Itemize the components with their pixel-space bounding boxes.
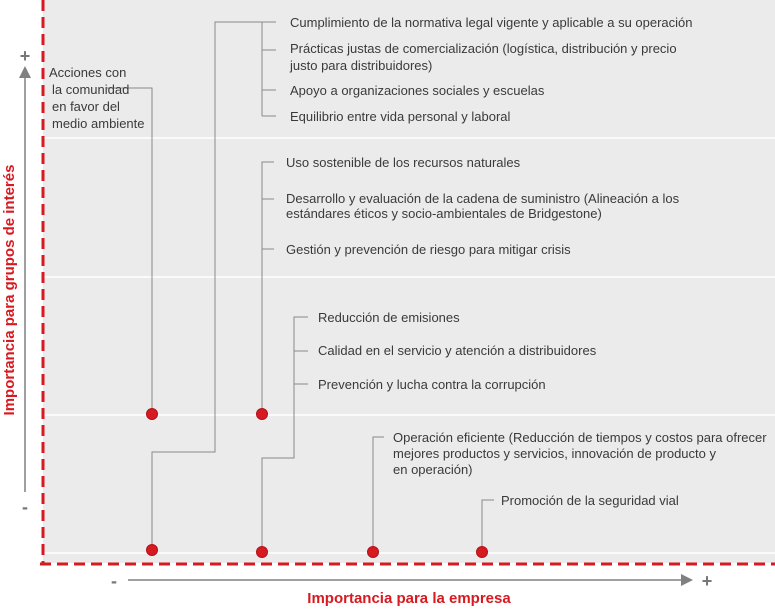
label-g2-1: Cumplimiento de la normativa legal vigente y aplicable a su operación xyxy=(290,15,693,30)
label-g6-1: Promoción de la seguridad vial xyxy=(501,493,679,508)
label-g2-2: Prácticas justas de comercialización (logística, distribución y precio xyxy=(290,41,677,56)
label-g5-1: Operación eficiente (Reducción de tiempos y costos para ofrecer xyxy=(393,430,767,445)
x-axis-min-label: - xyxy=(111,571,117,591)
point-g5 xyxy=(368,547,379,558)
point-g2 xyxy=(147,545,158,556)
label-g4-2: Calidad en el servicio y atención a distribuidores xyxy=(318,343,597,358)
label-g3-3: estándares éticos y socio-ambientales de Bridgestone) xyxy=(286,206,602,221)
label-g1-3: en favor del xyxy=(52,99,120,114)
label-g3-1: Uso sostenible de los recursos naturales xyxy=(286,155,521,170)
label-g2-5: Equilibrio entre vida personal y laboral xyxy=(290,109,511,124)
label-g2-3: justo para distribuidores) xyxy=(290,58,433,73)
y-axis-min-label: - xyxy=(22,497,28,517)
label-g3-2: Desarrollo y evaluación de la cadena de suministro (Alineación a los xyxy=(286,191,680,206)
y-axis-title: Importancia para grupos de interés xyxy=(1,164,18,416)
point-g1 xyxy=(147,409,158,420)
y-axis-max-label: + xyxy=(19,46,31,66)
x-axis-max-label: + xyxy=(701,571,713,591)
x-axis-title: Importancia para la empresa xyxy=(307,590,511,607)
label-g1-2: la comunidad xyxy=(52,82,130,97)
point-g3 xyxy=(257,409,268,420)
label-g4-3: Prevención y lucha contra la corrupción xyxy=(318,377,546,392)
point-g4 xyxy=(257,547,268,558)
label-g1-4: medio ambiente xyxy=(52,116,145,131)
label-g2-4: Apoyo a organizaciones sociales y escuelas xyxy=(290,83,545,98)
y-axis-arrowhead xyxy=(19,66,31,78)
point-g6 xyxy=(477,547,488,558)
label-g5-2: mejores productos y servicios, innovación de producto y xyxy=(393,446,716,461)
label-g4-1: Reducción de emisiones xyxy=(318,310,460,325)
label-g1-1: Acciones con xyxy=(49,65,127,80)
label-g5-3: en operación) xyxy=(393,462,473,477)
label-g3-4: Gestión y prevención de riesgo para mitigar crisis xyxy=(286,242,571,257)
x-axis-arrowhead xyxy=(681,574,693,586)
